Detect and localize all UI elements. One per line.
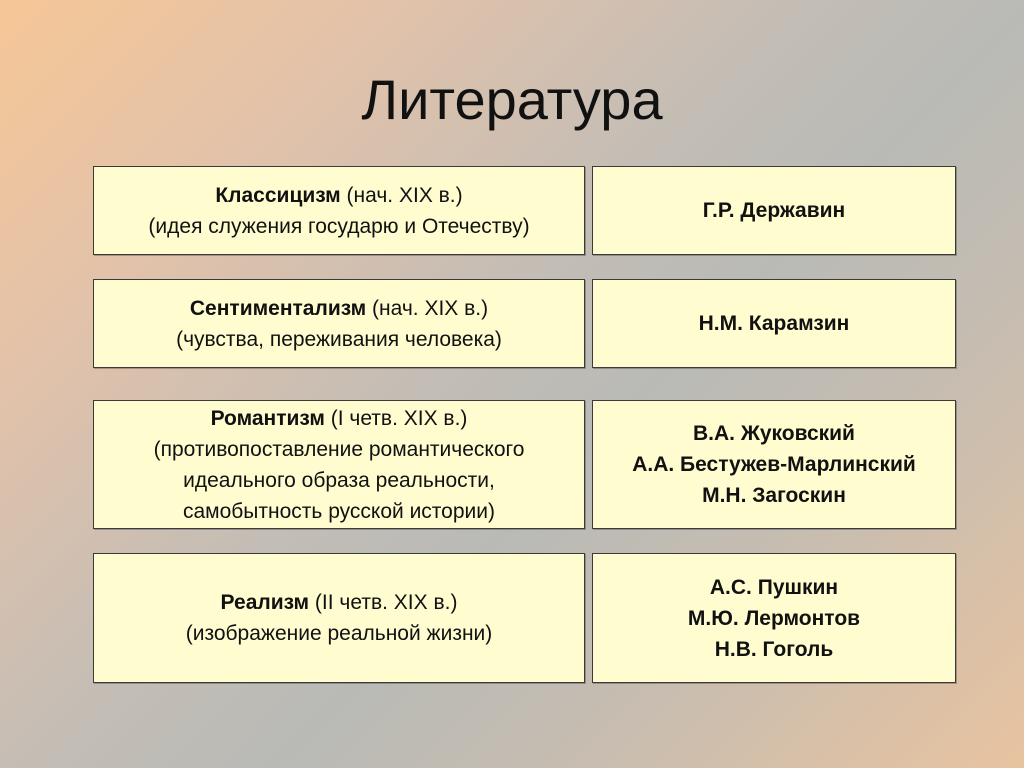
movement-description-line: идеального образа реальности, [183,468,495,492]
movement-period: (I четв. XIX в.) [324,406,468,430]
movement-period: (нач. XIX в.) [366,296,489,320]
movement-description-line: (противопоставление романтического [153,437,525,461]
author-name: В.А. Жуковский [693,422,855,445]
movement-heading [215,180,462,211]
movement-name: Сентиментализм [189,296,367,320]
movement-description-line: самобытность русской истории) [182,499,495,523]
author-name: А.А. Бестужев-Марлинский [632,453,916,476]
movement-description-line: (идея служения государю и Отечеству) [148,214,530,238]
movement-box-realism [93,553,585,683]
movement-name: Классицизм [215,183,341,207]
movement-name: Романтизм [210,406,325,430]
movement-heading [221,587,458,618]
author-name: М.Н. Загоскин [702,484,846,507]
authors-box-romanticism [592,400,956,529]
movement-period: (нач. XIX в.) [340,183,463,207]
author-name: Г.Р. Державин [702,199,846,222]
movement-heading [211,403,468,434]
author-name: Н.В. Гоголь [714,637,834,661]
movement-description-line: (чувства, переживания человека) [176,327,502,351]
movement-period: (II четв. XIX в.) [309,591,458,614]
movement-box-classicism [93,166,585,255]
authors-box-realism [592,553,956,683]
movement-description-line: (изображение реальной жизни) [185,622,493,645]
movement-name: Реализм [220,591,310,614]
authors-box-sentimentalism [592,279,956,368]
movement-heading [190,293,488,324]
movement-box-sentimentalism [93,279,585,368]
authors-box-classicism [592,166,956,255]
author-name: Н.М. Карамзин [698,312,850,335]
movement-box-romanticism [93,400,585,529]
author-name: А.С. Пушкин [709,575,839,599]
author-name: М.Ю. Лермонтов [687,606,861,630]
slide-title: Литература [361,68,663,131]
